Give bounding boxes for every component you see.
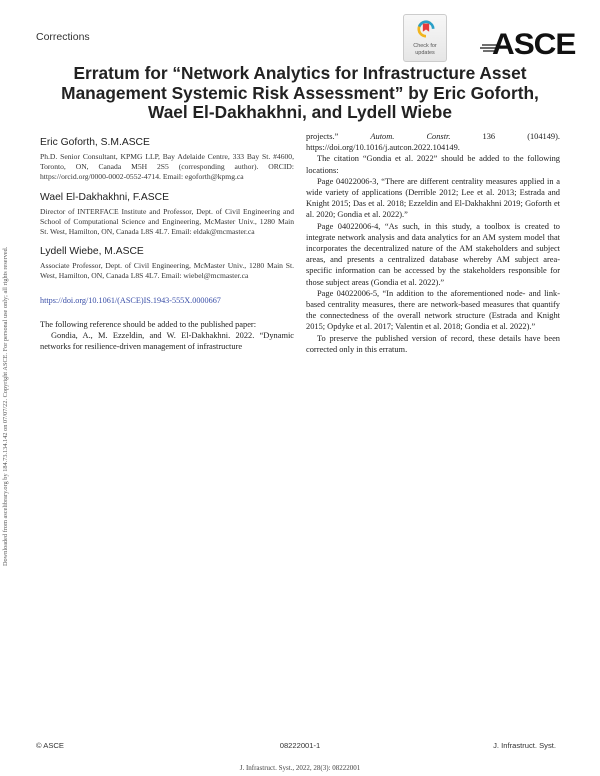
intro-paragraph: The following reference should be added to the published paper: [40,319,257,329]
author-affiliation: Associate Professor, Dept. of Civil Engineering, McMaster Univ., 1280 Main St. West, Hamilton, ON, Canada L8S 4L7. Email: wiebel@mcmaster.ca [40,261,294,281]
author-name: Eric Goforth, S.M.ASCE [40,137,150,148]
author-block [40,192,294,238]
bookmark-ring-icon [417,20,435,38]
title-line-1: Erratum for “Network Analytics for Infrastructure Asset [73,63,527,83]
location-paragraph: Page 04022006-4, “As such, in this study, a toolbox is created to integrate network analysis and data analytics for an AM system model that incorporates the decentralized nature of the AM stakeholders and subject areas, and presents a centralized database whereby AM subject area-specific information can be accessed by the stakeholders responsible for those subject areas (Gondia et al. 2022).” [306,221,560,287]
badge-line2: updates [415,49,435,56]
footer-page-id: 08222001-1 [279,741,321,750]
reference-journal: Autom. Constr. [370,132,451,141]
reference-start: Gondia, A., M. Ezzeldin, and W. El-Dakhakhni. 2022. “Dynamic networks for resilience-driven management of infrastructure [40,330,294,352]
asce-logo [480,28,576,62]
author-block [40,246,294,281]
author-affiliation: Ph.D. Senior Consultant, KPMG LLP, Bay Adelaide Centre, 333 Bay St. #4600, Toronto, ON, Canada M5H 2S5 (corresponding author). ORCID: https://orcid.org/0000-0002-0552-4714. Email: egoforth@kpmg.ca [40,152,294,182]
check-for-updates-label [404,43,446,56]
footer-journal: J. Infrastruct. Syst. [493,741,556,750]
title-line-2: Management Systemic Risk Assessment” by Eric Goforth, [61,82,539,103]
reference-text: projects.” [306,132,371,141]
footer-copyright: © ASCE [36,741,64,750]
author-name: Lydell Wiebe, M.ASCE [40,246,144,258]
badge-line1: Check for [413,43,437,49]
author-name: Wael El-Dakhakhni, F.ASCE [40,191,169,203]
left-column [40,137,294,352]
author-block [40,137,294,183]
doi-link[interactable]: https://doi.org/10.1061/(ASCE)IS.1943-555X.0000667 [40,295,221,305]
check-for-updates-button[interactable] [403,14,447,62]
citation-note: The citation “Gondia et al. 2022” should be added to the following locations: [306,154,560,175]
article-title [40,64,560,123]
title-line-3: Wael El-Dakhakhni, and Lydell Wiebe [148,102,452,122]
right-column [306,131,560,355]
location-paragraph: Page 04022006-3, “There are different centrality measures applied in a wide variety of applications (Derrible 2012; Lee et al. 2013; Estrada and Knight 2015; Das et al. 2018; Ezzeldin and El-Dakhakhni 2019; Goforth et al. 2020; Gondia et al. 2022).” [306,176,560,220]
section-label: Corrections [36,31,90,43]
reference-continued [306,131,560,153]
download-notice: Downloaded from ascelibrary.org by 184.73.134.142 on 07/07/22. Copyright ASCE. For personal use only; all rights reserved. [2,246,9,566]
asce-wordmark: ASCE [492,28,576,61]
journal-citation: J. Infrastruct. Syst., 2022, 28(3): 08222001 [239,764,361,772]
reference-doi: 136 (104149). https://doi.org/10.1016/j.autcon.2022.104149. [306,132,560,153]
author-affiliation: Director of INTERFACE Institute and Professor, Dept. of Civil Engineering and School of Computational Science and Engineering, McMaster Univ., 1280 Main St. West, Hamilton, ON, Canada L8S 4L7. Email: eldak@mcmaster.ca [40,206,294,237]
closing-paragraph: To preserve the published version of record, these details have been corrected only in this erratum. [306,333,560,354]
location-paragraph: Page 04022006-5, “In addition to the aforementioned node- and link-based centrality measures, there are network-based measures that quantify the connectedness of the overall network structure (Estrada and Knight 2015; Opdyke et al. 2017; Valentin et al. 2018; Gondia et al. 2022).” [306,288,560,332]
